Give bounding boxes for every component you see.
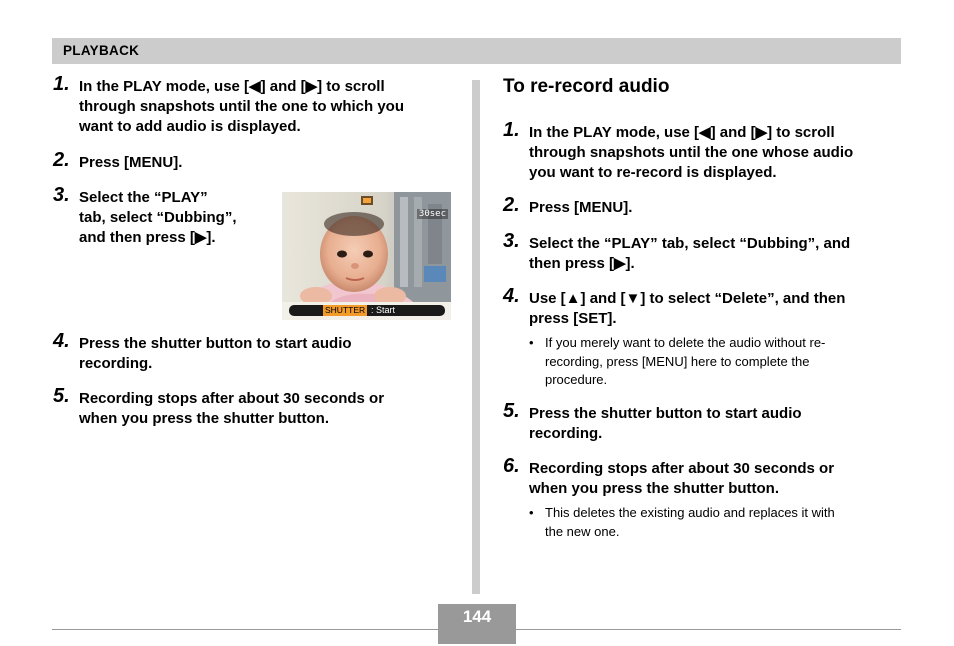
note-text: This deletes the existing audio and replaces it with the new one. (545, 505, 835, 539)
section-heading: To re-record audio (503, 76, 670, 97)
bullet: • (529, 335, 534, 350)
step-number: 3. (503, 230, 520, 252)
section-header-bar (52, 38, 901, 64)
step-text: In the PLAY mode, use [◀] and [▶] to scroll through snapshots until the one to which you want to add audio is displayed. (79, 78, 404, 135)
step-number: 1. (53, 73, 70, 95)
shutter-key-label: SHUTTER (325, 305, 366, 315)
step-number: 2. (53, 149, 70, 171)
note-text: If you merely want to delete the audio without re- recording, press [MENU] here to complete the procedure. (545, 335, 826, 387)
step-number: 5. (503, 400, 520, 422)
bullet: • (529, 505, 534, 520)
page-number: 144 (462, 607, 492, 626)
recording-timer: 30sec (418, 209, 446, 219)
step-text: Press the shutter button to start audio recording. (79, 335, 352, 372)
step-text: Select the “PLAY” tab, select “Dubbing”, and then press [▶]. (529, 235, 851, 272)
step-text: Use [▲] and [▼] to select “Delete”, and then press [SET]. (529, 290, 846, 327)
step-text: Press [MENU]. (529, 199, 633, 216)
shutter-action-label: : Start (371, 305, 396, 315)
step-number: 6. (503, 455, 520, 477)
section-title: PLAYBACK (63, 43, 140, 58)
shutter-prompt-bar (289, 305, 445, 316)
step-number: 3. (53, 184, 70, 206)
step-text: Recording stops after about 30 seconds or when you press the shutter button. (79, 390, 385, 427)
camera-screen-figure (282, 192, 451, 320)
step-number: 2. (503, 194, 520, 216)
step-text: Press the shutter button to start audio recording. (529, 405, 802, 442)
page-number-box (438, 604, 516, 644)
step-number: 4. (53, 330, 70, 352)
step-number: 5. (53, 385, 70, 407)
step-text: In the PLAY mode, use [◀] and [▶] to scroll through snapshots until the one whose audio you want to re-record is displayed. (529, 124, 854, 181)
step-number: 1. (503, 119, 520, 141)
column-divider (472, 80, 480, 594)
step-text: Press [MENU]. (79, 154, 183, 171)
step-text: Select the “PLAY” tab, select “Dubbing”, and then press [▶]. (79, 189, 237, 246)
step-text: Recording stops after about 30 seconds or when you press the shutter button. (529, 460, 835, 497)
step-number: 4. (503, 285, 520, 307)
